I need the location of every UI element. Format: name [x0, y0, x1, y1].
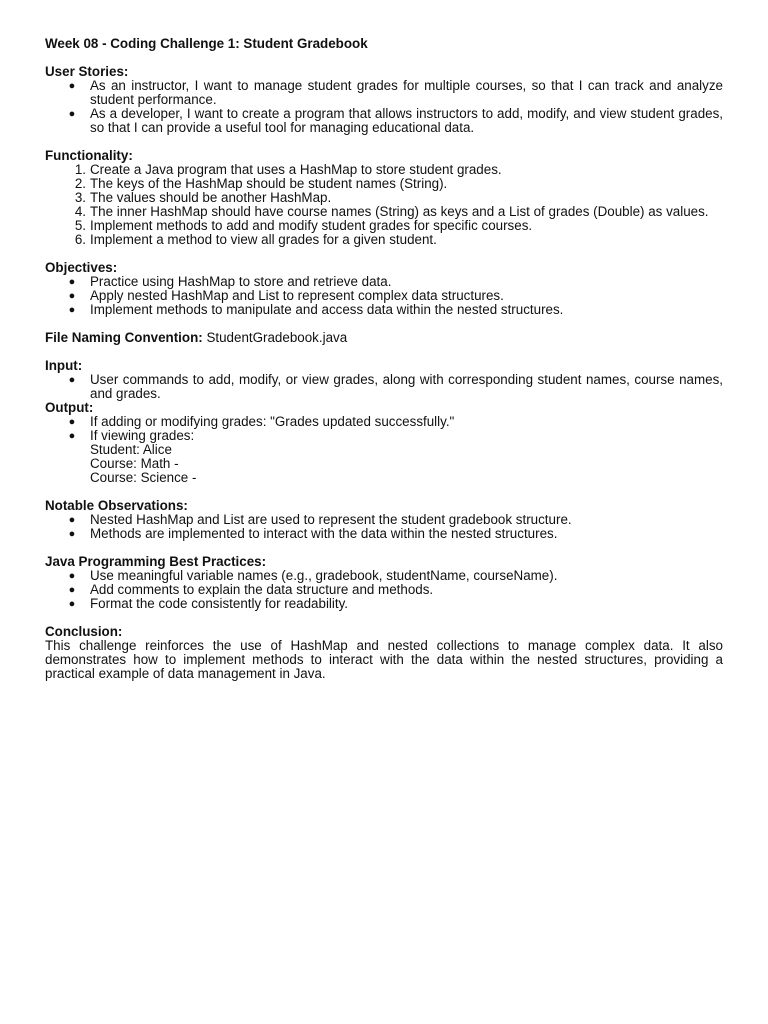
list-item: ● Add comments to explain the data structure and methods. [68, 582, 434, 597]
user-stories-heading: User Stories: [45, 64, 129, 79]
list-number: 5. [74, 218, 86, 233]
list-item: 6. Implement a method to view all grades for a given student. [45, 233, 723, 247]
bullet-icon: ● [68, 416, 76, 428]
list-item: 5. Implement methods to add and modify student grades for specific courses. [45, 219, 723, 233]
list-item: ● Methods are implemented to interact with the data within the nested structures. [68, 526, 558, 541]
list-number: 2. [74, 176, 86, 191]
notable-observations-list [45, 513, 723, 541]
bullet-icon: ● [68, 598, 76, 610]
list-item: ● Implement methods to manipulate and access data within the nested structures. [68, 302, 564, 317]
list-item: ● If viewing grades: Student: Alice Course: Math - Course: Science - [68, 428, 197, 485]
input-section [45, 359, 723, 401]
bullet-icon: ● [68, 584, 76, 596]
bullet-icon: ● [68, 430, 76, 442]
list-number: 3. [74, 190, 86, 205]
list-item: ● Apply nested HashMap and List to represent complex data structures. [68, 288, 504, 303]
input-heading: Input: [45, 358, 83, 373]
file-naming-section [45, 331, 723, 345]
list-number: 1. [74, 162, 86, 177]
best-practices-section [45, 555, 723, 611]
bullet-icon: ● [68, 528, 76, 540]
conclusion-text: This challenge reinforces the use of HashMap and nested collections to manage complex data. It also demonstrates how to implement methods to interact with the data within the nested structures, providing a practical example of data management in Java. [45, 638, 723, 681]
list-item: 3. The values should be another HashMap. [45, 191, 723, 205]
output-section [45, 401, 723, 485]
user-stories-section [45, 65, 723, 135]
conclusion-section [45, 625, 723, 681]
functionality-section [45, 149, 723, 247]
bullet-icon: ● [68, 276, 76, 288]
bullet-icon: ● [68, 514, 76, 526]
bullet-icon: ● [68, 374, 76, 386]
document-content [45, 37, 723, 695]
list-item: ● As an instructor, I want to manage student grades for multiple courses, so that I can track and analyze student performance. [68, 78, 723, 107]
bullet-icon: ● [68, 290, 76, 302]
user-stories-list [45, 79, 723, 135]
list-item: ● If adding or modifying grades: "Grades updated successfully." [68, 414, 455, 429]
conclusion-heading: Conclusion: [45, 624, 123, 639]
best-practices-heading: Java Programming Best Practices: [45, 554, 267, 569]
list-item: ● As a developer, I want to create a program that allows instructors to add, modify, and view student grades, so that I can provide a useful tool for managing educational data. [68, 106, 723, 135]
list-item: ● Nested HashMap and List are used to represent the student gradebook structure. [68, 512, 572, 527]
list-item: 1. Create a Java program that uses a HashMap to store student grades. [45, 163, 723, 177]
input-list [45, 373, 723, 401]
functionality-heading: Functionality: [45, 148, 133, 163]
objectives-list [45, 275, 723, 317]
best-practices-list [45, 569, 723, 611]
objectives-heading: Objectives: [45, 260, 118, 275]
file-naming-heading: File Naming Convention: [45, 330, 203, 345]
list-item: 4. The inner HashMap should have course names (String) as keys and a List of grades (Double) as values. [45, 205, 723, 219]
bullet-icon: ● [68, 108, 76, 120]
notable-observations-section [45, 499, 723, 541]
objectives-section [45, 261, 723, 317]
functionality-list [45, 163, 723, 247]
output-heading: Output: [45, 400, 94, 415]
bullet-icon: ● [68, 80, 76, 92]
list-number: 4. [74, 204, 86, 219]
list-number: 6. [74, 232, 86, 247]
output-list [45, 415, 723, 485]
file-name-value: StudentGradebook.java [206, 330, 348, 345]
bullet-icon: ● [68, 304, 76, 316]
bullet-icon: ● [68, 570, 76, 582]
list-item: ● Format the code consistently for readability. [68, 596, 349, 611]
list-item: ● Use meaningful variable names (e.g., gradebook, studentName, courseName). [68, 568, 558, 583]
document-title: Week 08 - Coding Challenge 1: Student Gradebook [45, 36, 368, 51]
notable-observations-heading: Notable Observations: [45, 498, 188, 513]
list-item: 2. The keys of the HashMap should be student names (String). [45, 177, 723, 191]
list-item: ● Practice using HashMap to store and retrieve data. [68, 274, 392, 289]
list-item: ● User commands to add, modify, or view grades, along with corresponding student names, course names, and grades. [68, 372, 723, 401]
